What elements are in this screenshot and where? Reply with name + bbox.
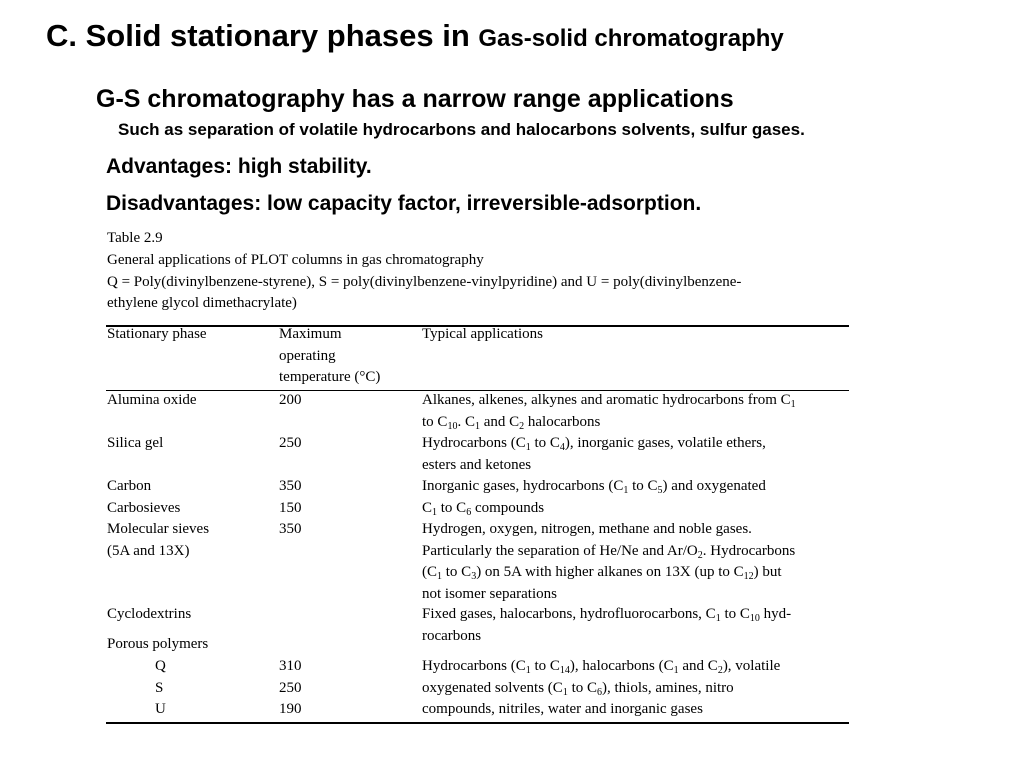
porous-app-sub: 1	[525, 665, 531, 676]
alumina-app-sub: 1	[790, 399, 796, 410]
title-main: C. Solid stationary phases in	[46, 18, 479, 53]
carbosieves-app-sub: 6	[466, 506, 472, 518]
porous-app-text: ), volatile	[722, 658, 781, 674]
molsieves-app-text: . Hydrocarbons	[702, 542, 796, 559]
carbon-app-sub: 5	[657, 485, 663, 496]
carbosieves-app-text: to C	[437, 499, 467, 516]
header-max-temp-line2: operating	[279, 347, 336, 364]
molsieves-app-sub: 12	[743, 571, 754, 582]
molsieves-app-text: (C	[422, 564, 437, 580]
carbon-app-text: Inorganic gases, hydrocarbons (C	[422, 478, 624, 494]
molsieves-app-sub: 2	[697, 549, 703, 561]
porous-app-text: ), halocarbons (C	[569, 658, 674, 674]
cyclodextrins-app-text: to C	[720, 606, 750, 622]
silica-app-text: Hydrocarbons (C	[422, 435, 526, 451]
title-subtitle: Gas-solid chromatography	[478, 25, 784, 52]
porous-subtype-q: Q	[155, 658, 166, 674]
row-silica-temp: 250	[279, 435, 302, 451]
porous-subtype-u: U	[155, 701, 166, 717]
molsieves-phase-line1: Molecular sieves	[107, 521, 210, 537]
carbon-app-text: ) and oxygenated	[662, 478, 766, 494]
row-alumina-phase: Alumina oxide	[107, 392, 197, 408]
heading-gs-range: G-S chromatography has a narrow range applications	[96, 85, 734, 113]
porous-temp-u: 190	[279, 701, 302, 717]
porous-app-sub: 1	[673, 665, 679, 676]
table-caption: Table 2.9	[107, 230, 163, 246]
header-stationary-phase: Stationary phase	[107, 326, 207, 342]
porous-app-sub: 6	[597, 686, 602, 698]
header-max-temp-line1: Maximum	[279, 326, 342, 342]
carbon-app-text: to C	[628, 478, 658, 494]
table-rule-bottom	[106, 722, 849, 724]
silica-app-text: to C	[530, 435, 560, 451]
subheading-examples: Such as separation of volatile hydrocarbons and halocarbons solvents, sulfur gases.	[118, 120, 805, 139]
row-porous-phase: Porous polymers	[107, 636, 209, 652]
table-note-line2: ethylene glycol dimethacrylate)	[107, 295, 297, 311]
row-carbon-phase: Carbon	[107, 478, 152, 494]
porous-app-sub: 2	[717, 665, 723, 676]
carbosieves-app-text: C	[422, 499, 433, 516]
cyclodextrins-app-sub: 10	[749, 613, 760, 624]
silica-app-sub: 1	[525, 442, 531, 453]
molsieves-app-text: ) on 5A with higher alkanes on 13X (up to C	[476, 564, 744, 580]
alumina-app-sub: 1	[474, 420, 480, 432]
molsieves-app-line1: Hydrogen, oxygen, nitrogen, methane and noble gases.	[422, 521, 752, 537]
row-carbon-apps	[422, 476, 766, 498]
header-max-temp	[279, 324, 380, 389]
silica-app-line2: esters and ketones	[422, 456, 532, 473]
header-typical-applications: Typical applications	[422, 326, 543, 342]
cyclodextrins-app-text: hyd-	[759, 606, 792, 622]
row-carbosieves-apps	[422, 498, 544, 520]
row-molsieves-temp: 350	[279, 521, 302, 537]
header-max-temp-line3: temperature (°C)	[279, 369, 381, 385]
row-cyclodextrins-apps	[422, 604, 791, 647]
row-molsieves-apps	[422, 519, 795, 605]
alumina-app-text: to C	[422, 413, 448, 430]
porous-subtype-list	[155, 656, 166, 721]
molsieves-app-text: to C	[442, 564, 472, 580]
alumina-app-text: Alkanes, alkenes, alkynes and aromatic hydrocarbons from C	[422, 392, 791, 408]
porous-subtype-s: S	[155, 679, 164, 696]
porous-app-text: Hydrocarbons (C	[422, 658, 526, 674]
molsieves-phase-line2: (5A and 13X)	[107, 542, 190, 559]
row-molsieves-phase	[107, 519, 209, 562]
row-porous-apps	[422, 656, 780, 721]
porous-app-line3: compounds, nitriles, water and inorganic gases	[422, 701, 703, 717]
row-alumina-temp: 200	[279, 392, 302, 408]
table-note-line1: Q = Poly(divinylbenzene-styrene), S = poly(divinylbenzene-vinylpyridine) and U = poly(divinylbenzene-	[107, 274, 742, 290]
silica-app-sub: 4	[559, 442, 565, 453]
molsieves-app-sub: 3	[471, 571, 477, 582]
alumina-app-sub: 2	[519, 420, 525, 432]
table-title: General applications of PLOT columns in gas chromatography	[107, 252, 484, 268]
carbosieves-app-text: compounds	[471, 499, 545, 516]
alumina-app-text: and C	[479, 413, 520, 430]
cyclodextrins-app-text: Fixed gases, halocarbons, hydrofluorocarbons, C	[422, 606, 716, 622]
porous-app-sub: 1	[562, 686, 568, 698]
porous-app-text: to C	[530, 658, 560, 674]
advantages-text: Advantages: high stability.	[106, 155, 372, 178]
porous-temp-q: 310	[279, 658, 302, 674]
molsieves-app-line4: not isomer separations	[422, 585, 557, 602]
porous-temps	[279, 656, 302, 721]
disadvantages-text: Disadvantages: low capacity factor, irreversible-adsorption.	[106, 192, 702, 215]
alumina-app-text: . C	[457, 413, 475, 430]
row-silica-phase: Silica gel	[107, 435, 164, 451]
silica-app-text: ), inorganic gases, volatile ethers,	[564, 435, 766, 451]
row-alumina-apps	[422, 390, 796, 433]
row-carbosieves-temp: 150	[279, 499, 302, 516]
cyclodextrins-app-line2: rocarbons	[422, 627, 482, 644]
cyclodextrins-app-sub: 1	[715, 613, 721, 624]
porous-temp-s: 250	[279, 679, 302, 696]
alumina-app-text: halocarbons	[524, 413, 601, 430]
row-cyclodextrins-phase: Cyclodextrins	[107, 606, 192, 622]
row-silica-apps	[422, 433, 766, 476]
molsieves-app-sub: 1	[437, 571, 442, 582]
porous-app-text: oxygenated solvents (C	[422, 679, 563, 696]
porous-app-text: and C	[678, 658, 718, 674]
molsieves-app-text: Particularly the separation of He/Ne and Ar/O	[422, 542, 698, 559]
slide-title	[46, 18, 784, 54]
row-carbon-temp: 350	[279, 478, 302, 494]
porous-app-text: to C	[567, 679, 597, 696]
row-carbosieves-phase: Carbosieves	[107, 499, 181, 516]
carbon-app-sub: 1	[623, 485, 629, 496]
alumina-app-sub: 10	[447, 420, 458, 432]
molsieves-app-text: ) but	[753, 564, 782, 580]
porous-app-sub: 14	[559, 665, 570, 676]
porous-app-text: ), thiols, amines, nitro	[602, 679, 734, 696]
carbosieves-app-sub: 1	[432, 506, 438, 518]
